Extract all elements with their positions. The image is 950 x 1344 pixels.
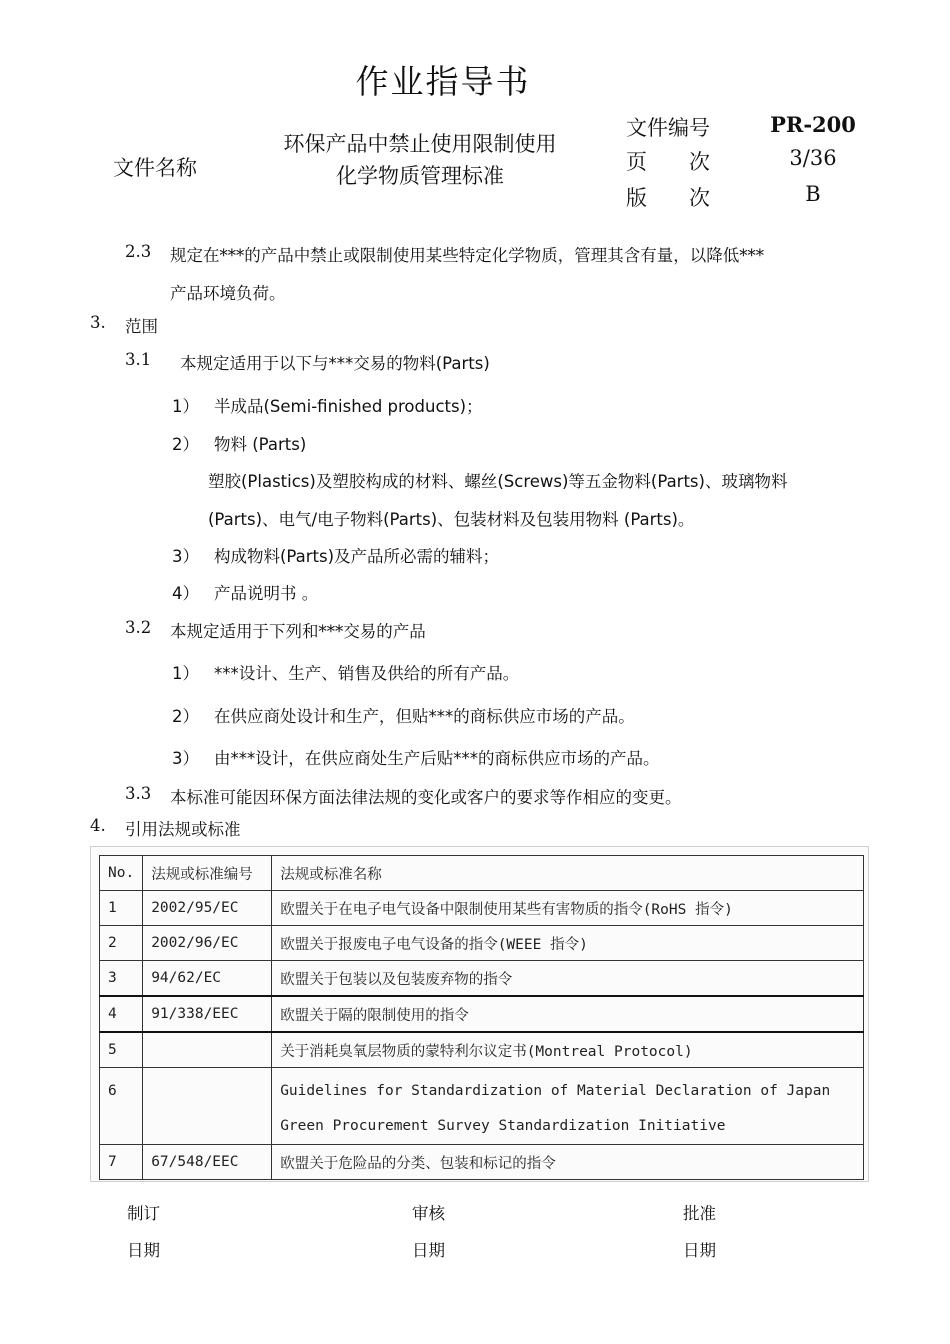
page-label: 页 次 <box>626 150 710 174</box>
list-item-text: 半成品(Semi-finished products)； <box>214 397 483 416</box>
list-item-number: 1） <box>172 664 199 683</box>
doc-no-value: PR-200 <box>770 112 856 137</box>
table-header-row <box>100 856 864 891</box>
date-label: 日期 <box>683 1241 716 1260</box>
section-3-2-number: 3.2 <box>125 618 152 637</box>
section-3-2-text: 本规定适用于下列和***交易的产品 <box>170 622 426 641</box>
table-row <box>100 1145 864 1180</box>
cell-no: 5 <box>100 1032 143 1068</box>
approved-label: 批准 <box>683 1204 716 1223</box>
list-item-text: 物料 (Parts) <box>214 435 307 454</box>
table-row <box>100 996 864 1032</box>
section-2-3-number: 2.3 <box>125 242 152 261</box>
list-item-number: 1） <box>172 397 199 416</box>
section-3-title: 范围 <box>125 317 158 336</box>
section-3-1-text: 本规定适用于以下与***交易的物料(Parts) <box>180 354 490 373</box>
cell-code <box>143 1068 272 1145</box>
table-row <box>100 926 864 961</box>
table-row <box>100 891 864 926</box>
prepared-label: 制订 <box>127 1204 160 1223</box>
cell-name: Guidelines for Standardization of Material Declaration of Japan Green Procurement Survey Standardization Initiative <box>272 1068 864 1145</box>
date-label: 日期 <box>127 1241 160 1260</box>
cell-name: 关于消耗臭氧层物质的蒙特利尔议定书(Montreal Protocol) <box>272 1032 864 1068</box>
table-row <box>100 1068 864 1145</box>
list-item-number: 4） <box>172 584 199 603</box>
table-row <box>100 1032 864 1068</box>
list-item-text: 构成物料(Parts)及产品所必需的辅料； <box>214 547 500 566</box>
list-item-detail-line2: (Parts)、电气/电子物料(Parts)、包装材料及包装用物料 (Parts)。 <box>208 510 695 529</box>
cell-name: 欧盟关于包装以及包装废弃物的指令 <box>272 961 864 997</box>
cell-name: 欧盟关于危险品的分类、包装和标记的指令 <box>272 1145 864 1180</box>
list-item-text: ***设计、生产、销售及供给的所有产品。 <box>214 664 520 683</box>
cell-name: 欧盟关于报废电子电气设备的指令(WEEE 指令) <box>272 926 864 961</box>
cell-no: 2 <box>100 926 143 961</box>
cell-code: 67/548/EEC <box>143 1145 272 1180</box>
section-3-3-text: 本标准可能因环保方面法律法规的变化或客户的要求等作相应的变更。 <box>170 788 682 807</box>
file-name-line2: 化学物质管理标准 <box>336 164 504 188</box>
list-item-text: 由***设计，在供应商处生产后贴***的商标供应市场的产品。 <box>214 749 660 768</box>
section-3-1-number: 3.1 <box>125 350 152 369</box>
cell-name: 欧盟关于在电子电气设备中限制使用某些有害物质的指令(RoHS 指令) <box>272 891 864 926</box>
header-no: No. <box>100 856 143 891</box>
list-item-number: 2） <box>172 707 199 726</box>
cell-code <box>143 1032 272 1068</box>
cell-no: 3 <box>100 961 143 997</box>
page-value: 3/36 <box>789 146 837 170</box>
regulations-table <box>99 855 864 1180</box>
list-item-detail-line1: 塑胶(Plastics)及塑胶构成的材料、螺丝(Screws)等五金物料(Parts)、玻璃物料 <box>208 472 788 491</box>
file-name-line1: 环保产品中禁止使用限制使用 <box>283 132 557 156</box>
version-value: B <box>805 182 821 206</box>
header-name: 法规或标准名称 <box>272 856 864 891</box>
cell-no: 7 <box>100 1145 143 1180</box>
cell-name: 欧盟关于隔的限制使用的指令 <box>272 996 864 1032</box>
file-name-label: 文件名称 <box>113 156 197 180</box>
list-item-number: 2） <box>172 435 199 454</box>
table-row <box>100 961 864 997</box>
regulations-table-image <box>90 846 869 1182</box>
document-title: 作业指导书 <box>355 62 531 101</box>
section-2-3-line1: 规定在***的产品中禁止或限制使用某些特定化学物质，管理其含有量，以降低*** <box>170 246 764 265</box>
section-4-title: 引用法规或标准 <box>125 820 241 839</box>
cell-code: 94/62/EC <box>143 961 272 997</box>
list-item-text: 产品说明书 。 <box>214 584 319 603</box>
header-code: 法规或标准编号 <box>143 856 272 891</box>
cell-code: 91/338/EEC <box>143 996 272 1032</box>
cell-no: 6 <box>100 1068 143 1145</box>
doc-no-label: 文件编号 <box>626 116 710 140</box>
section-3-number: 3. <box>90 313 106 332</box>
list-item-number: 3） <box>172 547 199 566</box>
version-label: 版 次 <box>626 186 710 210</box>
section-3-3-number: 3.3 <box>125 784 152 803</box>
reviewed-label: 审核 <box>412 1204 445 1223</box>
cell-code: 2002/96/EC <box>143 926 272 961</box>
section-4-number: 4. <box>90 816 106 835</box>
list-item-text: 在供应商处设计和生产，但贴***的商标供应市场的产品。 <box>214 707 635 726</box>
cell-no: 4 <box>100 996 143 1032</box>
list-item-number: 3） <box>172 749 199 768</box>
cell-no: 1 <box>100 891 143 926</box>
date-label: 日期 <box>412 1241 445 1260</box>
section-2-3-line2: 产品环境负荷。 <box>170 284 286 303</box>
cell-code: 2002/95/EC <box>143 891 272 926</box>
